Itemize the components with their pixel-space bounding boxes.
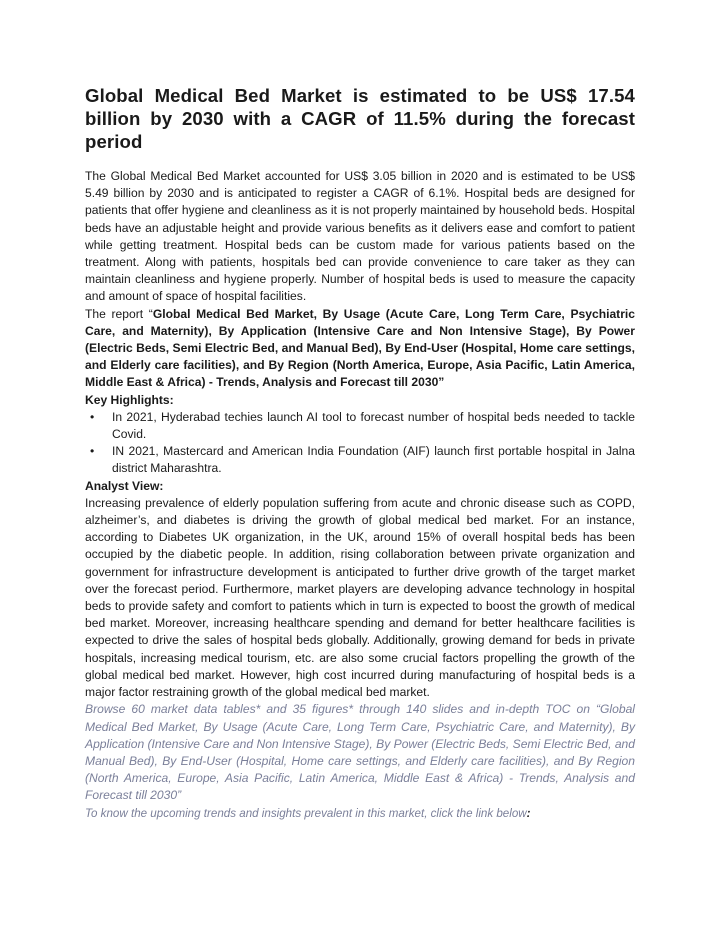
link-note-text: To know the upcoming trends and insights prevalent in this market, click the link below	[85, 806, 527, 820]
list-item	[85, 409, 635, 443]
analyst-view-paragraph: Increasing prevalence of elderly population suffering from acute and chronic disease such as COPD, alzheimer’s, and diabetes is driving the growth of global medical bed market. For an instance, according to Diabetes UK organization, in the UK, around 15% of overall hospital beds has been occupied by the diabetic people. In addition, rising collaboration between private organization and government for infrastructure development is anticipated to further drive growth of the target market over the forecast period. Furthermore, market players are developing advance technology in hospital beds to provide safety and comfort to patients which in turn is expected to boost the growth of medical bed market. Moreover, increasing healthcare spending and demand for better healthcare facilities is expected to drive the sales of hospital beds globally. Additionally, growing demand for beds in private hospitals, increasing medical tourism, etc. are also some crucial factors propelling the growth of the global medical bed market. However, high cost incurred during manufacturing of hospital beds is a major factor restraining growth of the global medical bed market.	[85, 495, 635, 700]
intro-paragraph: The Global Medical Bed Market accounted for US$ 3.05 billion in 2020 and is estimated to be US$ 5.49 billion by 2030 and is anticipated to register a CAGR of 6.1%. Hospital beds are designed for patients that offer hygiene and cleanliness as it is not properly maintained by household beds. Hospital beds have an adjustable height and provide various benefits as it delivers ease and comfort to patient while getting treatment. Hospital beds can be custom made for various patients based on the treatment. Along with patients, hospitals bed can provide convenience to care taker as they can maintain cleanliness and hygiene properly. Number of hospital beds is used to measure the capacity and amount of space of hospital facilities.	[85, 169, 635, 304]
bullet-icon: •	[90, 409, 95, 424]
analyst-view-heading: Analyst View:	[85, 478, 164, 493]
bullet-icon: •	[90, 444, 95, 459]
key-highlights-list	[85, 409, 635, 478]
browse-note: Browse 60 market data tables* and 35 figures* through 140 slides and in-depth TOC on “Global Medical Bed Market, By Usage (Acute Care, Long Term Care, Psychiatric Care, and Maternity), By Application (Intensive Care and Non Intensive Stage), By Power (Electric Beds, Semi Electric Bed, and Manual Bed), By End-User (Hospital, Home care settings, and Elderly care facilities), and By Region (North America, Europe, Asia Pacific, Latin America, Middle East & Africa) - Trends, Analysis and Forecast till 2030”	[85, 702, 635, 803]
highlight-text: In 2021, Hyderabad techies launch AI tool to forecast number of hospital beds needed to tackle Covid.	[112, 409, 635, 442]
document-page	[85, 84, 635, 822]
report-title: Global Medical Bed Market, By Usage (Acute Care, Long Term Care, Psychiatric Care, and Maternity), By Application (Intensive Care and Non Intensive Stage), By Power (Electric Beds, Semi Electric Bed, and Manual Bed), By End-User (Hospital, Home care settings, and Elderly care facilities), and By Region (North America, Europe, Asia Pacific, Latin America, Middle East & Africa) - Trends, Analysis and Forecast till 2030”	[85, 306, 636, 390]
report-paragraph	[85, 306, 635, 392]
link-note-colon: :	[526, 806, 531, 820]
highlight-text: IN 2021, Mastercard and American India Foundation (AIF) launch first portable hospital in Jalna district Maharashtra.	[112, 444, 635, 476]
document-title: Global Medical Bed Market is estimated to be US$ 17.54 billion by 2030 with a CAGR of 11.5% during the forecast period	[85, 85, 635, 152]
link-note	[85, 805, 635, 822]
report-prefix: The report “	[85, 306, 153, 321]
list-item	[85, 443, 635, 477]
key-highlights-heading: Key Highlights:	[85, 392, 174, 407]
